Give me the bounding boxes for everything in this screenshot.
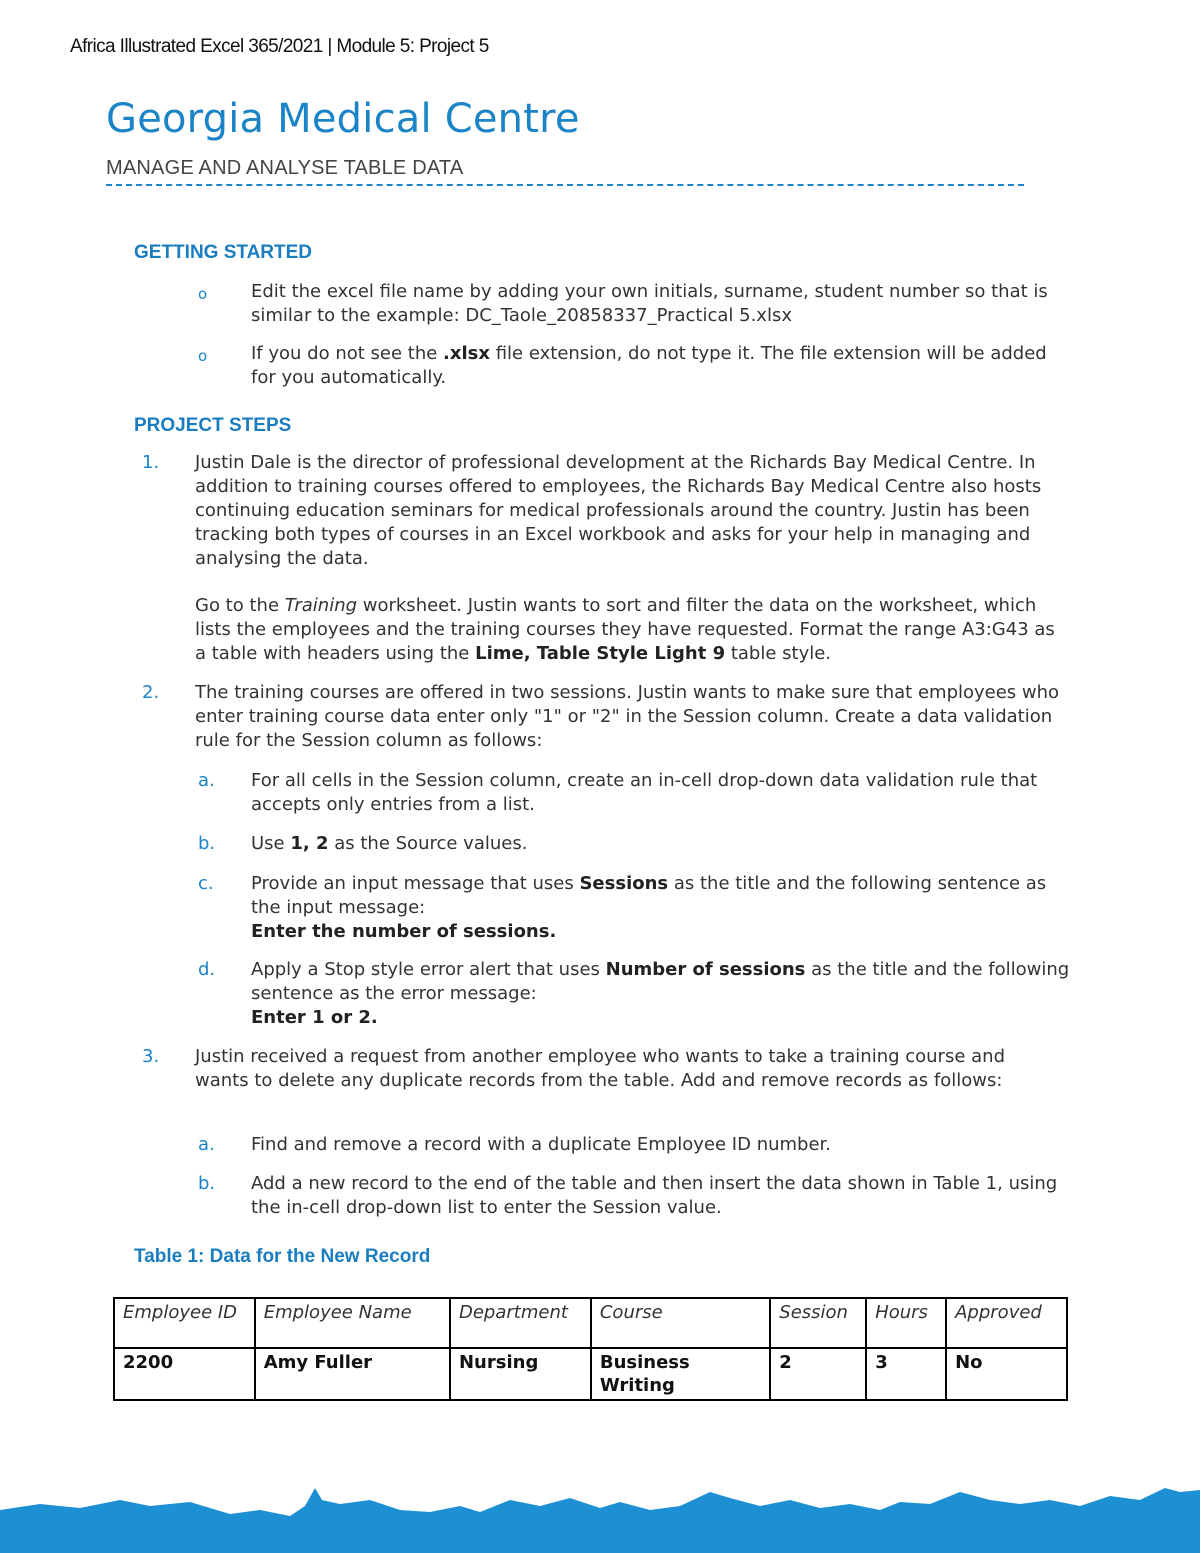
- step-number: 2.: [142, 682, 160, 703]
- step-number: 3.: [142, 1046, 160, 1067]
- sub-step-letter: d.: [198, 959, 216, 980]
- step-3-text: Justin received a request from another employee who wants to take a training course and wants to delete any duplicate records from the table. Add and remove records as follows:: [195, 1046, 1005, 1091]
- table-header-cell: Hours: [866, 1298, 946, 1348]
- table-header-cell: Course: [591, 1298, 770, 1348]
- step-2d-text: Apply a Stop style error alert that uses Number of sessions as the title and the following sentence as the error message: Enter 1 or 2.: [251, 959, 1070, 1028]
- table-cell: Amy Fuller: [255, 1348, 450, 1400]
- table-cell: 3: [866, 1348, 946, 1400]
- document-header: Africa Illustrated Excel 365/2021 | Module 5: Project 5: [70, 36, 489, 57]
- table-header-cell: Employee Name: [255, 1298, 450, 1348]
- step-3a-text: Find and remove a record with a duplicate Employee ID number.: [251, 1134, 832, 1155]
- document-title: Georgia Medical Centre: [106, 96, 580, 142]
- mountain-silhouette: [0, 1488, 1200, 1553]
- table-cell: 2: [770, 1348, 866, 1400]
- step-number: 1.: [142, 452, 160, 473]
- table-cell: No: [946, 1348, 1067, 1400]
- step-1-text: Justin Dale is the director of professional development at the Richards Bay Medical Centre. In addition to training courses offered to employees, the Richards Bay Medical Centre also hosts continuing education seminars for medical professionals around the country. Justin has been tracking both types of courses in an Excel workbook and asks for your help in managing and analysing the data.: [195, 452, 1042, 569]
- sub-step-letter: a.: [198, 770, 215, 791]
- table-row: [114, 1348, 1067, 1400]
- table-cell: 2200: [114, 1348, 255, 1400]
- getting-started-item-2: If you do not see the .xlsx file extension, do not type it. The file extension will be added for you automatically.: [251, 343, 1047, 388]
- step-2-text: The training courses are offered in two sessions. Justin wants to make sure that employees who enter training course data enter only "1" or "2" in the Session column. Create a data validation rule for the Session column as follows:: [195, 682, 1060, 751]
- mountain-footer-graphic: [0, 1470, 1200, 1553]
- table-caption: Table 1: Data for the New Record: [134, 1246, 431, 1267]
- table-header-cell: Approved: [946, 1298, 1067, 1348]
- title-divider: [106, 184, 1024, 186]
- new-record-table: [113, 1297, 1068, 1401]
- table-cell: Nursing: [450, 1348, 591, 1400]
- step-2a-text: For all cells in the Session column, create an in-cell drop-down data validation rule that accepts only entries from a list.: [251, 770, 1038, 815]
- sub-step-letter: b.: [198, 1173, 216, 1194]
- document-subtitle: MANAGE AND ANALYSE TABLE DATA: [106, 157, 464, 179]
- bullet-icon: o: [198, 347, 208, 365]
- sub-step-letter: c.: [198, 873, 214, 894]
- sub-step-letter: a.: [198, 1134, 215, 1155]
- getting-started-heading: GETTING STARTED: [134, 242, 313, 263]
- sub-step-letter: b.: [198, 833, 216, 854]
- table-header-row: [114, 1298, 1067, 1348]
- step-2b-text: Use 1, 2 as the Source values.: [251, 833, 528, 854]
- step-3b-text: Add a new record to the end of the table and then insert the data shown in Table 1, using the in-cell drop-down list to enter the Session value.: [251, 1173, 1058, 1218]
- step-2c-text: Provide an input message that uses Sessions as the title and the following sentence as the input message: Enter the number of sessions.: [251, 873, 1047, 942]
- table-header-cell: Employee ID: [114, 1298, 255, 1348]
- bullet-icon: o: [198, 285, 208, 303]
- table-header-cell: Session: [770, 1298, 866, 1348]
- step-1-instructions: Go to the Training worksheet. Justin wants to sort and filter the data on the worksheet, which lists the employees and the training courses they have requested. Format the range A3:G43 as a table with headers using the Lime, Table Style Light 9 table style.: [195, 595, 1055, 664]
- project-steps-heading: PROJECT STEPS: [134, 415, 292, 436]
- table-header-cell: Department: [450, 1298, 591, 1348]
- getting-started-item-1: Edit the excel file name by adding your own initials, surname, student number so that is similar to the example: DC_Taole_20858337_Practical 5.xlsx: [251, 281, 1048, 326]
- table-cell: Business Writing: [591, 1348, 770, 1400]
